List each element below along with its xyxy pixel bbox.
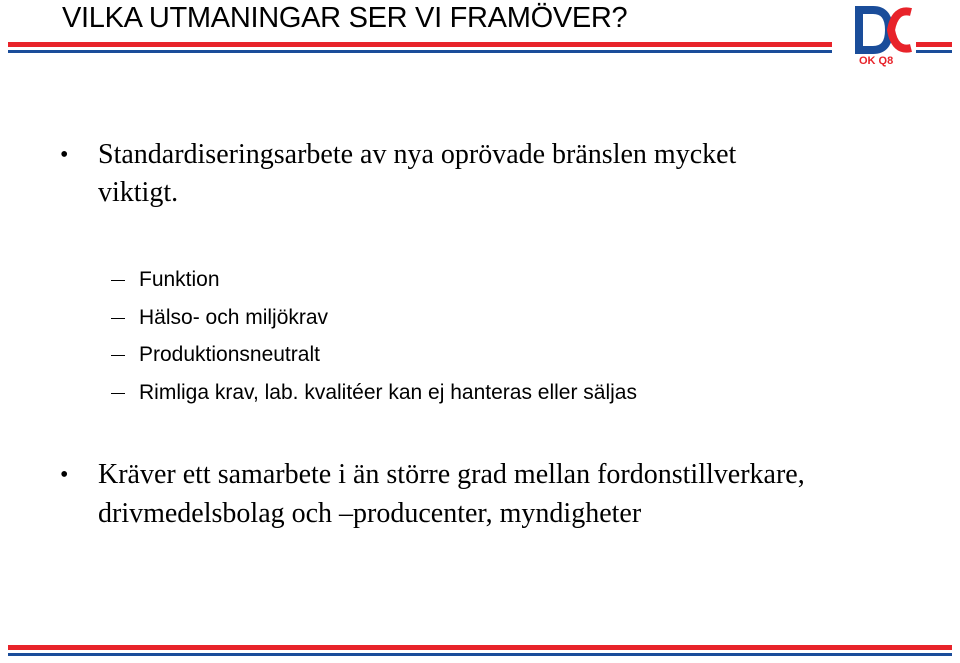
- logo-text: OK Q8: [859, 55, 894, 67]
- okq8-logo: [853, 4, 915, 68]
- header-divider: [8, 42, 832, 53]
- sub-dash: [111, 318, 125, 319]
- bullet-1-line-2: viktigt.: [98, 177, 179, 208]
- sub-item-2: Hälso- och miljökrav: [139, 306, 329, 329]
- header-divider-right: [916, 42, 952, 53]
- okq8-logo-icon: [853, 4, 915, 68]
- sub-item-4: Rimliga krav, lab. kvalitéer kan ej hanteras eller säljas: [139, 381, 637, 404]
- bullet-2-line-1: Kräver ett samarbete i än större grad mellan fordonstillverkare,: [98, 459, 805, 490]
- bullet-2-line-2: drivmedelsbolag och –producenter, myndigheter: [98, 498, 642, 529]
- sub-item-3: Produktionsneutralt: [139, 343, 320, 366]
- sub-dash: [111, 355, 125, 356]
- sub-dash: [111, 280, 125, 281]
- sub-dash: [111, 393, 125, 394]
- footer-divider: [8, 645, 952, 656]
- slide-title: VILKA UTMANINGAR SER VI FRAMÖVER?: [62, 2, 628, 34]
- bullet-marker: •: [60, 142, 69, 168]
- bullet-marker: •: [60, 462, 69, 488]
- sub-item-1: Funktion: [139, 268, 220, 291]
- bullet-1-line-1: Standardiseringsarbete av nya oprövade bränslen mycket: [98, 139, 737, 170]
